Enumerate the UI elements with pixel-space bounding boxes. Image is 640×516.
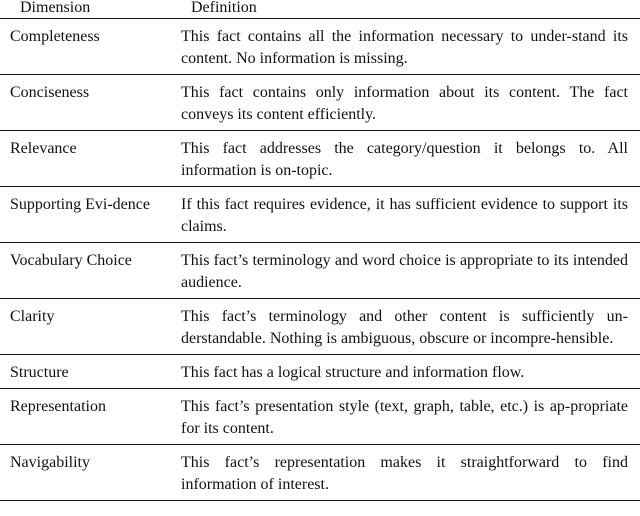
- definition-cell: This fact’s representation makes it straightforward to find information of interest.: [181, 454, 628, 493]
- dimension-cell: Representation: [10, 398, 106, 415]
- definition-cell: This fact has a logical structure and information flow.: [181, 364, 525, 381]
- dimension-cell: Clarity: [10, 308, 55, 325]
- header-definition: Definition: [191, 0, 257, 16]
- table-row: [0, 19, 640, 75]
- definition-cell: This fact’s presentation style (text, graph, table, etc.) is ap-propriate for its content.: [181, 398, 628, 437]
- table-row: [0, 187, 640, 243]
- table-row: [0, 131, 640, 187]
- table-row: [0, 355, 640, 389]
- table-row: [0, 243, 640, 299]
- dimension-cell: Completeness: [10, 28, 100, 45]
- table-row: [0, 299, 640, 355]
- definition-cell: This fact’s terminology and other content is sufficiently un-derstandable. Nothing is ambiguous, obscure or incompre-hensible.: [181, 308, 628, 347]
- definition-cell: If this fact requires evidence, it has sufficient evidence to support its claims.: [181, 196, 628, 235]
- dimension-cell: Structure: [10, 364, 69, 381]
- table-row: [0, 389, 640, 445]
- definition-cell: This fact contains all the information necessary to under-stand its content. No information is missing.: [181, 28, 628, 67]
- definition-cell: This fact addresses the category/question it belongs to. All information is on-topic.: [181, 140, 628, 179]
- dimension-cell: Navigability: [10, 454, 90, 471]
- definition-cell: This fact contains only information about its content. The fact conveys its content efficiently.: [181, 84, 628, 123]
- dimension-cell: Vocabulary Choice: [10, 252, 132, 269]
- dimension-cell: Relevance: [10, 140, 77, 157]
- table-row: [0, 445, 640, 501]
- definition-cell: This fact’s terminology and word choice is appropriate to its intended audience.: [181, 252, 628, 291]
- table-header: [0, 0, 640, 19]
- header-dimension: Dimension: [20, 0, 91, 16]
- table-row: [0, 75, 640, 131]
- dimension-cell: Supporting Evi-dence: [10, 196, 150, 213]
- dimension-cell: Conciseness: [10, 84, 90, 101]
